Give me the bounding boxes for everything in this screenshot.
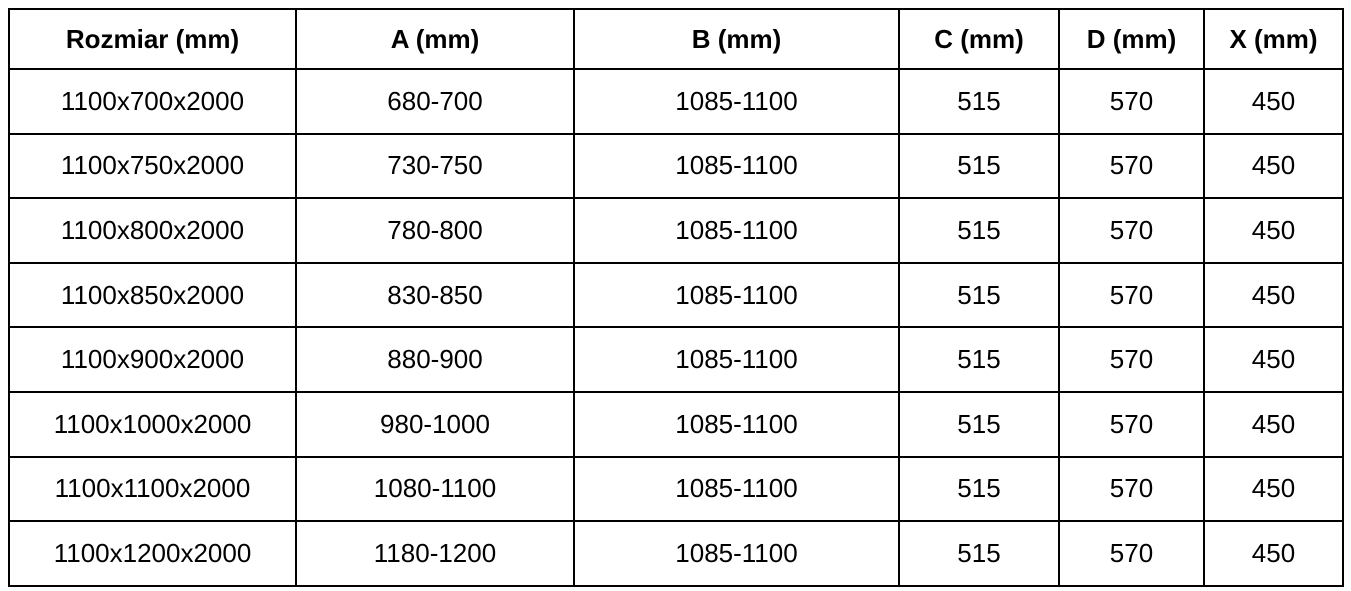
table-row bbox=[9, 134, 1343, 199]
cell-d: 570 bbox=[1059, 263, 1204, 328]
table-row bbox=[9, 457, 1343, 522]
cell-a: 980-1000 bbox=[296, 392, 574, 457]
cell-d: 570 bbox=[1059, 457, 1204, 522]
cell-x: 450 bbox=[1204, 457, 1343, 522]
cell-b: 1085-1100 bbox=[574, 327, 899, 392]
cell-c: 515 bbox=[899, 327, 1059, 392]
cell-x: 450 bbox=[1204, 69, 1343, 134]
header-row bbox=[9, 9, 1343, 69]
cell-rozmiar: 1100x700x2000 bbox=[9, 69, 296, 134]
cell-b: 1085-1100 bbox=[574, 69, 899, 134]
cell-rozmiar: 1100x1000x2000 bbox=[9, 392, 296, 457]
cell-c: 515 bbox=[899, 457, 1059, 522]
cell-b: 1085-1100 bbox=[574, 392, 899, 457]
column-header-b: B (mm) bbox=[574, 9, 899, 69]
cell-c: 515 bbox=[899, 134, 1059, 199]
table-row bbox=[9, 521, 1343, 586]
cell-x: 450 bbox=[1204, 521, 1343, 586]
cell-a: 730-750 bbox=[296, 134, 574, 199]
column-header-x: X (mm) bbox=[1204, 9, 1343, 69]
table-body bbox=[9, 69, 1343, 586]
cell-rozmiar: 1100x1200x2000 bbox=[9, 521, 296, 586]
column-header-d: D (mm) bbox=[1059, 9, 1204, 69]
cell-a: 780-800 bbox=[296, 198, 574, 263]
cell-d: 570 bbox=[1059, 198, 1204, 263]
cell-rozmiar: 1100x750x2000 bbox=[9, 134, 296, 199]
cell-d: 570 bbox=[1059, 327, 1204, 392]
cell-x: 450 bbox=[1204, 134, 1343, 199]
cell-b: 1085-1100 bbox=[574, 134, 899, 199]
table-row bbox=[9, 327, 1343, 392]
cell-a: 1180-1200 bbox=[296, 521, 574, 586]
table-row bbox=[9, 392, 1343, 457]
cell-a: 1080-1100 bbox=[296, 457, 574, 522]
cell-d: 570 bbox=[1059, 69, 1204, 134]
dimension-table-container bbox=[8, 8, 1344, 587]
cell-c: 515 bbox=[899, 198, 1059, 263]
cell-d: 570 bbox=[1059, 134, 1204, 199]
cell-rozmiar: 1100x800x2000 bbox=[9, 198, 296, 263]
cell-a: 830-850 bbox=[296, 263, 574, 328]
cell-rozmiar: 1100x850x2000 bbox=[9, 263, 296, 328]
cell-b: 1085-1100 bbox=[574, 263, 899, 328]
cell-c: 515 bbox=[899, 69, 1059, 134]
cell-c: 515 bbox=[899, 521, 1059, 586]
cell-c: 515 bbox=[899, 263, 1059, 328]
cell-d: 570 bbox=[1059, 392, 1204, 457]
cell-c: 515 bbox=[899, 392, 1059, 457]
cell-b: 1085-1100 bbox=[574, 198, 899, 263]
cell-b: 1085-1100 bbox=[574, 457, 899, 522]
cell-a: 680-700 bbox=[296, 69, 574, 134]
column-header-rozmiar: Rozmiar (mm) bbox=[9, 9, 296, 69]
table-row bbox=[9, 198, 1343, 263]
column-header-c: C (mm) bbox=[899, 9, 1059, 69]
cell-rozmiar: 1100x900x2000 bbox=[9, 327, 296, 392]
table-head bbox=[9, 9, 1343, 69]
cell-x: 450 bbox=[1204, 392, 1343, 457]
dimension-spec-table bbox=[8, 8, 1344, 587]
cell-x: 450 bbox=[1204, 263, 1343, 328]
table-row bbox=[9, 263, 1343, 328]
cell-d: 570 bbox=[1059, 521, 1204, 586]
column-header-a: A (mm) bbox=[296, 9, 574, 69]
cell-rozmiar: 1100x1100x2000 bbox=[9, 457, 296, 522]
cell-b: 1085-1100 bbox=[574, 521, 899, 586]
cell-x: 450 bbox=[1204, 327, 1343, 392]
cell-x: 450 bbox=[1204, 198, 1343, 263]
cell-a: 880-900 bbox=[296, 327, 574, 392]
table-row bbox=[9, 69, 1343, 134]
